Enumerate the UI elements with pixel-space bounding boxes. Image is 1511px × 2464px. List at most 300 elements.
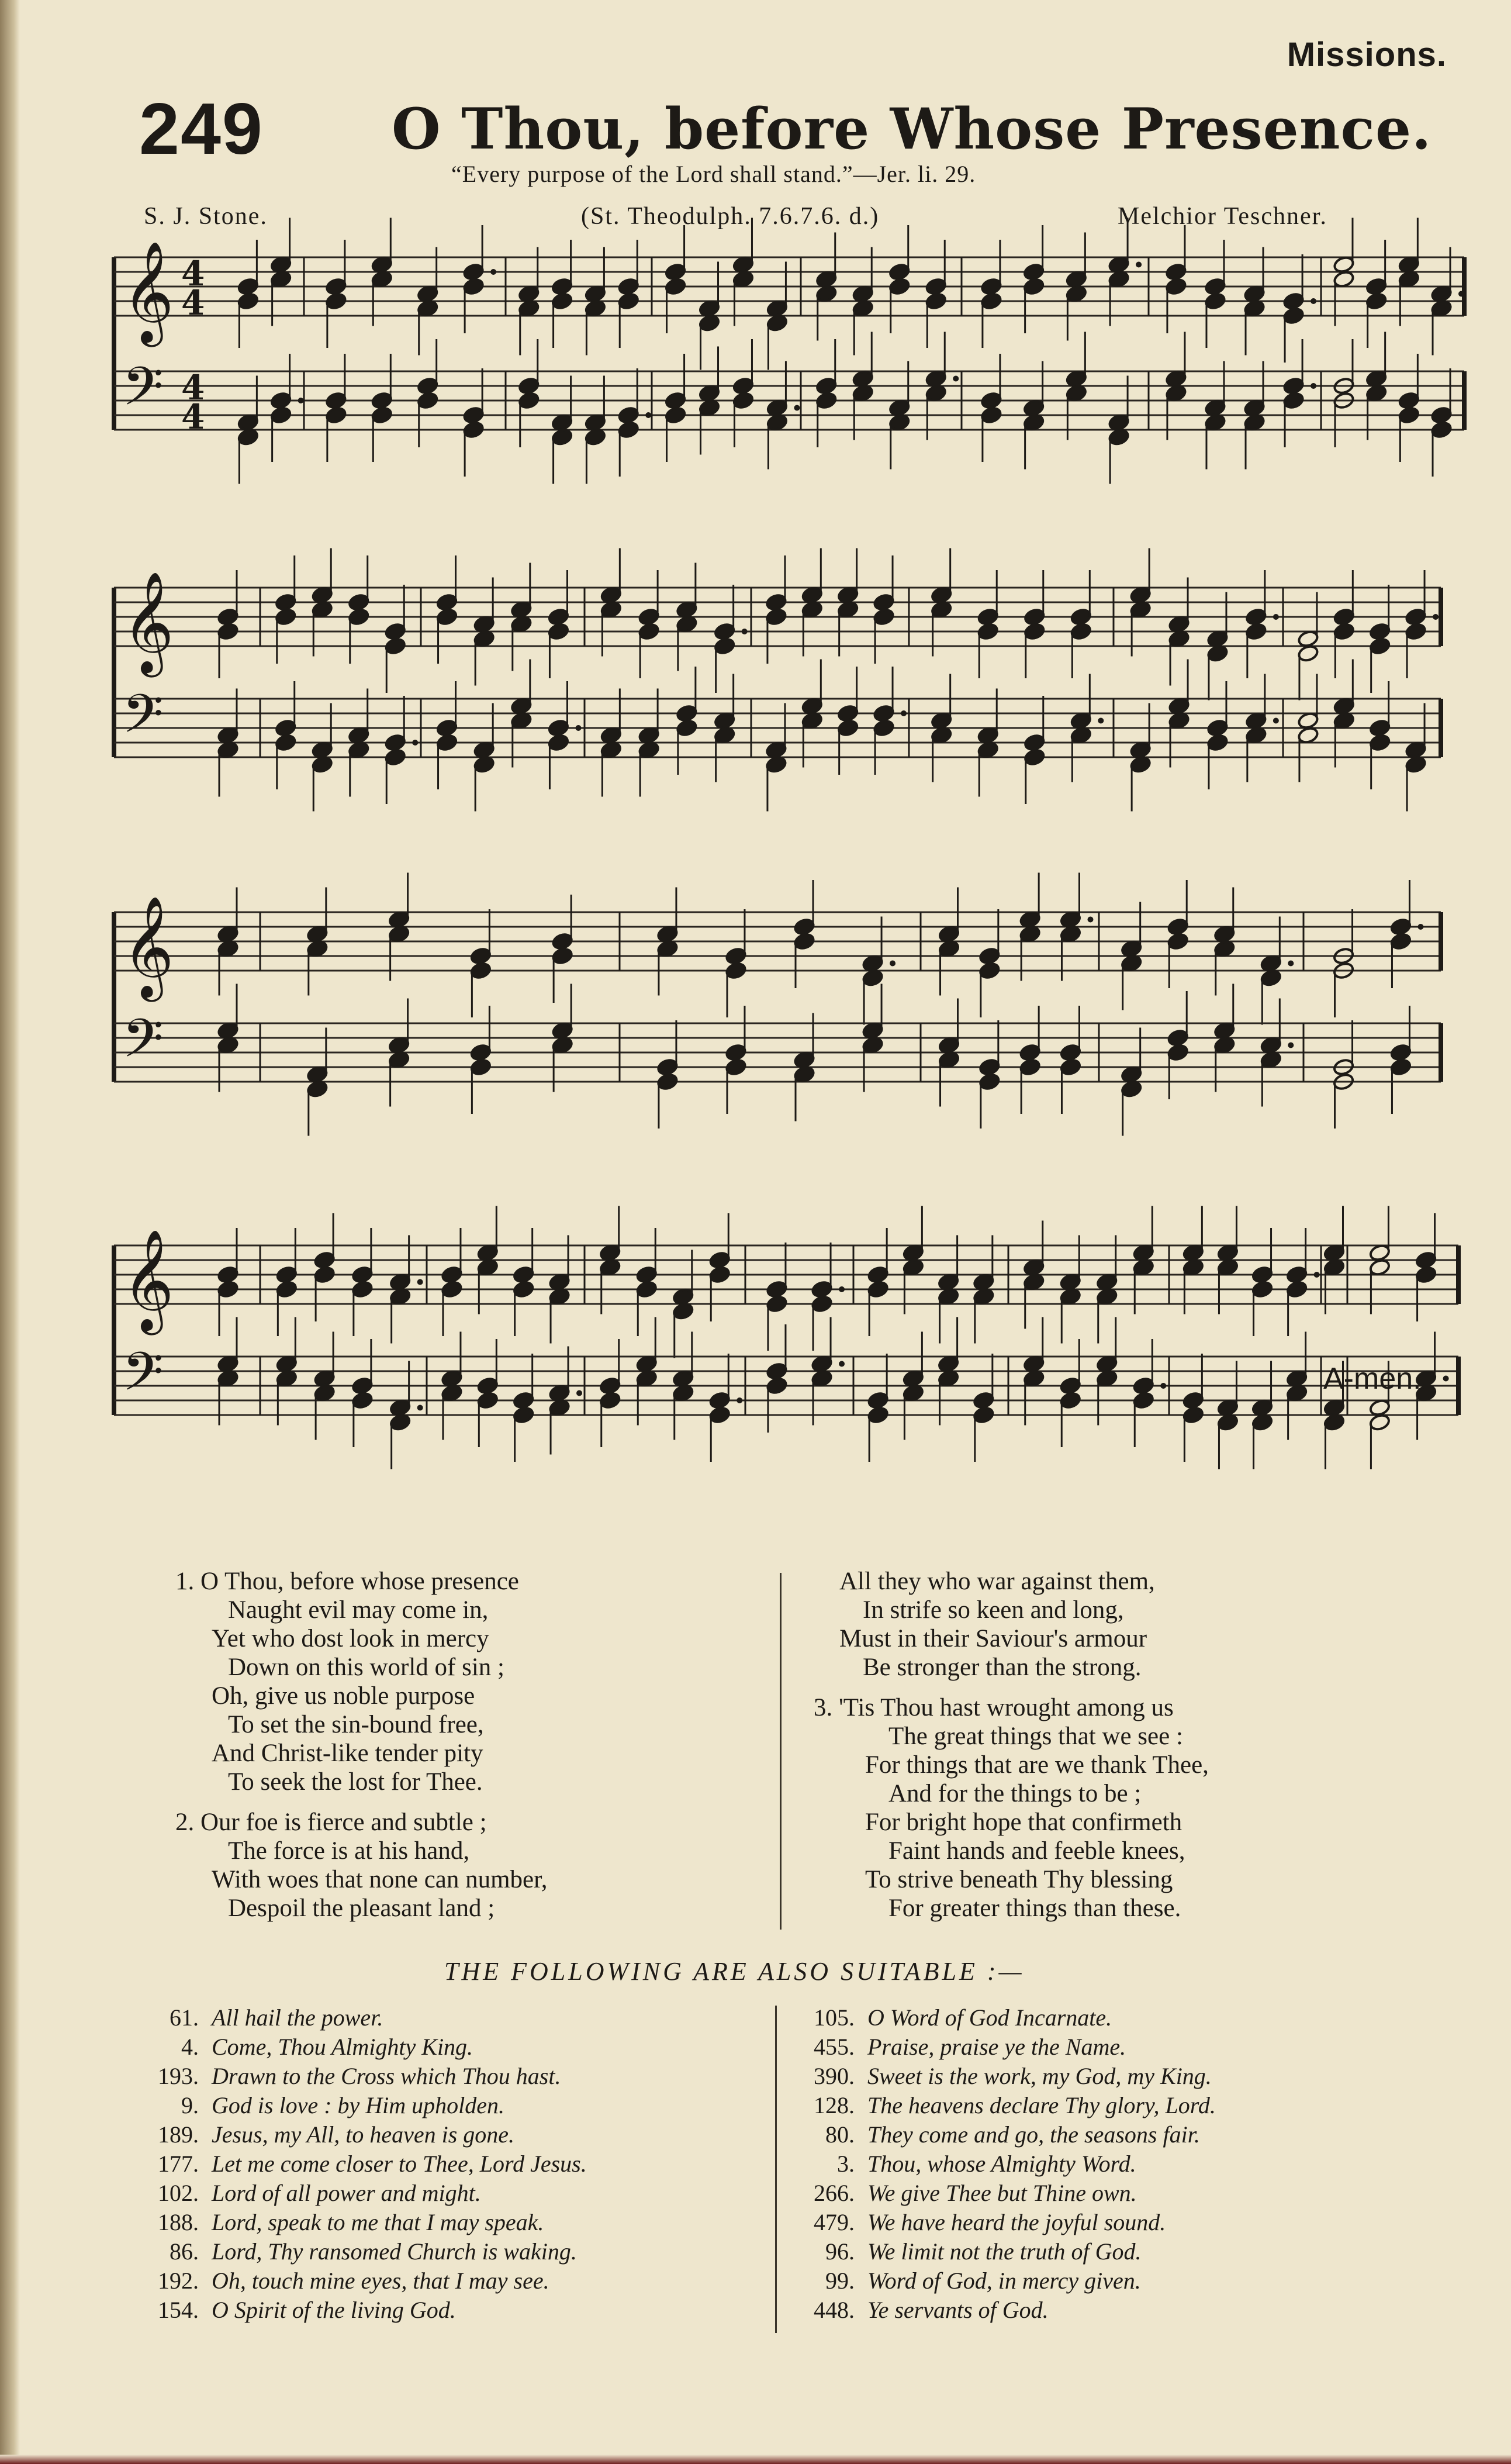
note-head: [217, 1265, 239, 1284]
suitable-hymn-item: [140, 2003, 587, 2032]
verse-line: 1. O Thou, before whose presence: [175, 1568, 519, 1595]
suitable-hymn-title: Praise, praise ye the Name.: [867, 2034, 1126, 2060]
suitable-hymn-item: [796, 2062, 1216, 2091]
suitable-hymn-item: [796, 2091, 1216, 2120]
note-head: [1251, 1280, 1274, 1299]
note-head: [1019, 1058, 1041, 1076]
dot: [490, 269, 496, 275]
note-head: [815, 377, 838, 395]
note-head: [867, 1406, 889, 1424]
note-head: [617, 292, 639, 310]
suitable-list-divider: [775, 2006, 777, 2333]
dot: [1433, 614, 1439, 620]
note-head: [765, 593, 787, 612]
dot: [1098, 718, 1104, 724]
page-bottom-edge: [0, 2455, 1511, 2464]
note-head: [978, 961, 1001, 980]
note-head: [1390, 1058, 1412, 1076]
dot: [576, 1390, 582, 1396]
note-head: [1365, 277, 1388, 296]
suitable-hymn-number: 455.: [814, 2034, 855, 2060]
note-head: [888, 263, 911, 281]
note-head: [1165, 263, 1187, 281]
note-head: [1024, 733, 1046, 752]
suitable-hymn-title: We give Thee but Thine own.: [867, 2180, 1137, 2206]
note-head: [276, 1280, 298, 1299]
note-head: [1415, 1265, 1437, 1284]
note-head: [1167, 1029, 1189, 1047]
note-head: [1282, 306, 1305, 325]
suitable-hymn-number: 193.: [158, 2063, 199, 2089]
dot: [1273, 614, 1279, 620]
note-head: [217, 622, 239, 641]
note-head: [811, 1295, 833, 1313]
note-head: [1286, 1280, 1308, 1299]
suitable-hymn-number: 9.: [181, 2092, 199, 2118]
note-head: [518, 377, 540, 395]
dot: [839, 1286, 845, 1292]
note-head: [766, 1376, 788, 1395]
note-head: [1245, 622, 1267, 641]
note-head: [888, 277, 911, 296]
suitable-hymn-number: 105.: [814, 2004, 855, 2031]
dot: [645, 412, 651, 418]
note-head: [977, 622, 999, 641]
note-head: [477, 1376, 499, 1395]
note-head: [925, 277, 947, 296]
suitable-hymn-item: [796, 2208, 1216, 2237]
note-head: [436, 608, 458, 626]
note-head: [1167, 932, 1189, 951]
note-head: [766, 1295, 788, 1313]
note-head: [635, 1280, 658, 1299]
suitable-hymn-title: Lord of all power and might.: [212, 2180, 481, 2206]
suitable-hymn-number: 3.: [837, 2151, 855, 2177]
note-head: [873, 704, 895, 723]
note-head: [725, 1058, 747, 1076]
note-head: [462, 420, 485, 439]
note-head: [725, 1043, 747, 1062]
note-head: [1206, 733, 1229, 752]
verse-line: In strife so keen and long,: [863, 1596, 1124, 1624]
suitable-hymn-title: They come and go, the seasons fair.: [867, 2121, 1200, 2148]
note-head: [656, 1058, 679, 1076]
verse-line: To seek the lost for Thee.: [228, 1768, 483, 1796]
note-head: [1024, 608, 1046, 626]
dot: [1311, 383, 1316, 389]
note-head: [1167, 1043, 1189, 1062]
dot: [742, 629, 748, 634]
note-head: [973, 1391, 995, 1410]
dot: [737, 1397, 742, 1403]
note-head: [551, 932, 573, 951]
note-head: [470, 1043, 492, 1062]
note-head: [470, 1058, 492, 1076]
note-head: [384, 733, 406, 752]
note-head: [867, 1265, 889, 1284]
note-head: [811, 1280, 833, 1299]
suitable-hymn-title: Word of God, in mercy given.: [867, 2268, 1141, 2294]
note-head: [371, 391, 393, 410]
verse-line: And Christ-like tender pity: [212, 1740, 483, 1767]
note-head: [1070, 622, 1092, 641]
note-head: [732, 391, 755, 410]
suitable-hymn-title: We limit not the truth of God.: [867, 2238, 1142, 2265]
note-head: [1369, 733, 1391, 752]
verses-left-column: [175, 1567, 548, 1923]
note-head: [1333, 622, 1356, 641]
verse-line: 2. Our foe is fierce and subtle ;: [175, 1809, 487, 1836]
note-head: [665, 277, 687, 296]
dot: [575, 725, 581, 731]
note-head: [873, 719, 895, 737]
treble-clef: 𝄞: [122, 571, 174, 673]
note-head: [1415, 1251, 1437, 1269]
note-head: [1023, 263, 1045, 281]
composer-credit: Melchior Teschner.: [1118, 203, 1327, 230]
author-credit: S. J. Stone.: [144, 203, 268, 230]
verse-line: Faint hands and feeble knees,: [888, 1837, 1185, 1865]
note-head: [1070, 608, 1092, 626]
bass-clef: 𝄢: [122, 1007, 164, 1082]
note-head: [548, 719, 570, 737]
note-head: [313, 1265, 336, 1284]
note-head: [313, 1251, 336, 1269]
verse-line: 3. 'Tis Thou hast wrought among us: [814, 1694, 1174, 1721]
note-head: [1245, 608, 1267, 626]
note-head: [873, 608, 895, 626]
verse-line: Naught evil may come in,: [228, 1596, 489, 1624]
note-head: [1182, 1391, 1205, 1410]
dot: [298, 398, 304, 403]
note-head: [1059, 1391, 1081, 1410]
section-label: Missions.: [1287, 36, 1447, 74]
dot: [1160, 1383, 1166, 1389]
suitable-hymn-title: God is love : by Him upholden.: [212, 2092, 505, 2118]
note-head: [217, 608, 239, 626]
note-head: [270, 391, 292, 410]
note-head: [1430, 406, 1453, 425]
note-head: [676, 704, 698, 723]
note-head: [1282, 292, 1305, 310]
dot: [1443, 1376, 1449, 1382]
note-head: [815, 391, 838, 410]
time-signature: 4: [181, 283, 205, 323]
note-head: [766, 1280, 788, 1299]
suitable-hymn-item: [140, 2062, 587, 2091]
dot: [1273, 718, 1279, 724]
hymn-title: O Thou, before Whose Presence.: [392, 96, 1432, 162]
note-head: [348, 593, 370, 612]
note-head: [351, 1280, 374, 1299]
note-head: [441, 1280, 463, 1299]
suitable-hymn-item: [140, 2237, 587, 2266]
note-head: [1060, 1058, 1082, 1076]
suitable-hymn-number: 102.: [158, 2180, 199, 2206]
suitable-hymn-title: O Word of God Incarnate.: [867, 2004, 1112, 2031]
note-head: [371, 406, 393, 425]
note-head: [617, 420, 639, 439]
suitable-hymn-item: [796, 2296, 1216, 2325]
note-head: [1251, 1265, 1274, 1284]
hymn-number: 249: [139, 89, 264, 170]
note-head: [1060, 1043, 1082, 1062]
suitable-hymn-item: [140, 2149, 587, 2179]
note-head: [1333, 608, 1356, 626]
dot: [1417, 924, 1423, 930]
suitable-hymn-number: 266.: [814, 2180, 855, 2206]
note-head: [1182, 1406, 1205, 1424]
note-head: [462, 277, 485, 296]
verse-line: For greater things than these.: [888, 1894, 1181, 1922]
suitable-hymn-title: O Spirit of the living God.: [212, 2297, 456, 2323]
note-head: [237, 277, 260, 296]
note-head: [638, 622, 660, 641]
note-head: [599, 1376, 621, 1395]
note-head: [384, 622, 406, 641]
note-head: [275, 593, 297, 612]
suitable-hymn-number: 154.: [158, 2297, 199, 2323]
suitable-hymn-item: [796, 2149, 1216, 2179]
note-head: [638, 608, 660, 626]
note-head: [714, 622, 736, 641]
note-head: [1024, 748, 1046, 767]
note-head: [1024, 622, 1046, 641]
dot: [417, 1279, 423, 1285]
note-head: [867, 1280, 889, 1299]
verse-line: With woes that none can number,: [212, 1866, 548, 1893]
suitable-hymn-number: 86.: [170, 2238, 199, 2265]
note-head: [217, 1280, 239, 1299]
note-head: [1398, 406, 1420, 425]
suitable-hymn-title: Come, Thou Almighty King.: [212, 2034, 473, 2060]
suitable-hymn-title: Jesus, my All, to heaven is gone.: [212, 2121, 515, 2148]
suitable-hymn-title: All hail the power.: [212, 2004, 383, 2031]
suitable-hymn-item: [796, 2266, 1216, 2296]
note-head: [348, 608, 370, 626]
note-head: [513, 1391, 535, 1410]
verses-right-column: [814, 1567, 1209, 1923]
verse-line: To strive beneath Thy blessing: [865, 1866, 1173, 1893]
note-head: [676, 719, 698, 737]
note-head: [441, 1265, 463, 1284]
note-head: [873, 593, 895, 612]
bass-clef: 𝄢: [122, 356, 164, 430]
suitable-hymn-item: [796, 2003, 1216, 2032]
note-head: [1390, 1043, 1412, 1062]
note-head: [462, 263, 485, 281]
suitable-hymn-number: 390.: [814, 2063, 855, 2089]
dot: [890, 961, 895, 967]
dot: [1311, 298, 1316, 304]
note-head: [765, 608, 787, 626]
suitable-hymn-title: Lord, Thy ransomed Church is waking.: [212, 2238, 577, 2265]
note-head: [1165, 277, 1187, 296]
verse-line: For things that are we thank Thee,: [865, 1751, 1209, 1779]
note-head: [1019, 1043, 1041, 1062]
note-head: [617, 406, 639, 425]
note-head: [436, 593, 458, 612]
note-head: [351, 1391, 374, 1410]
suitable-list-right: [796, 2003, 1216, 2325]
note-head: [635, 1265, 658, 1284]
note-head: [275, 719, 297, 737]
dot: [794, 405, 800, 411]
note-head: [793, 932, 815, 951]
note-head: [1132, 1376, 1154, 1395]
suitable-hymn-title: Ye servants of God.: [867, 2297, 1049, 2323]
note-head: [725, 947, 747, 965]
note-head: [548, 622, 570, 641]
verse-line: Despoil the pleasant land ;: [228, 1894, 495, 1922]
suitable-hymn-title: We have heard the joyful sound.: [867, 2209, 1166, 2235]
note-head: [708, 1406, 731, 1424]
note-head: [1390, 917, 1412, 936]
suitable-hymn-item: [796, 2120, 1216, 2149]
suitable-hymn-number: 479.: [814, 2209, 855, 2235]
note-head: [1206, 719, 1229, 737]
suitable-hymn-item: [140, 2120, 587, 2149]
note-head: [351, 1376, 374, 1395]
note-head: [1369, 637, 1391, 655]
suitable-hymn-number: 96.: [825, 2238, 855, 2265]
time-signature: 4: [181, 397, 205, 437]
verse-line: Must in their Saviour's armour: [839, 1625, 1147, 1652]
note-head: [714, 637, 736, 655]
suitable-hymn-item: [796, 2032, 1216, 2062]
also-suitable-heading: THE FOLLOWING ARE ALSO SUITABLE :—: [444, 1957, 1025, 1986]
note-head: [436, 719, 458, 737]
note-head: [980, 277, 1002, 296]
note-head: [1365, 292, 1388, 310]
note-head: [518, 391, 540, 410]
note-head: [665, 391, 687, 410]
note-head: [978, 947, 1001, 965]
verse-line: Yet who dost look in mercy: [212, 1625, 489, 1652]
note-head: [1059, 1376, 1081, 1395]
suitable-hymn-item: [796, 2179, 1216, 2208]
dot: [953, 376, 959, 382]
note-head: [1286, 1265, 1308, 1284]
verse-column-divider: [780, 1573, 782, 1930]
suitable-hymn-number: 192.: [158, 2268, 199, 2294]
verse-line: The force is at his hand,: [228, 1837, 470, 1865]
note-head: [1369, 622, 1391, 641]
suitable-hymn-number: 188.: [158, 2209, 199, 2235]
note-head: [1398, 391, 1420, 410]
amen-label: A-men.: [1323, 1362, 1422, 1396]
note-head: [351, 1265, 374, 1284]
note-head: [599, 1391, 621, 1410]
note-head: [977, 608, 999, 626]
note-head: [656, 1072, 679, 1091]
note-head: [548, 608, 570, 626]
note-head: [275, 733, 297, 752]
suitable-hymn-title: Thou, whose Almighty Word.: [867, 2151, 1136, 2177]
suitable-hymn-item: [140, 2208, 587, 2237]
bass-clef: 𝄢: [122, 1341, 164, 1416]
time-signature: 4: [181, 254, 205, 294]
note-head: [793, 917, 815, 936]
note-head: [477, 1391, 499, 1410]
verse-line: Be stronger than the strong.: [863, 1654, 1142, 1681]
suitable-hymn-item: [140, 2032, 587, 2062]
note-head: [513, 1280, 535, 1299]
note-head: [973, 1406, 995, 1424]
treble-clef: 𝄞: [122, 896, 174, 998]
dot: [839, 1361, 845, 1367]
note-head: [1167, 917, 1189, 936]
suitable-hymn-number: 61.: [170, 2004, 199, 2031]
verse-line: The great things that we see :: [888, 1723, 1183, 1750]
suitable-hymn-number: 128.: [814, 2092, 855, 2118]
dot: [1458, 291, 1464, 297]
verse-line: And for the things to be ;: [888, 1780, 1142, 1807]
note-head: [725, 961, 747, 980]
suitable-hymn-number: 189.: [158, 2121, 199, 2148]
suitable-hymn-title: Oh, touch mine eyes, that I may see.: [212, 2268, 549, 2294]
note-head: [1282, 391, 1305, 410]
suitable-hymn-title: Lord, speak to me that I may speak.: [212, 2209, 544, 2235]
note-head: [665, 263, 687, 281]
note-head: [470, 947, 492, 965]
note-head: [980, 292, 1002, 310]
note-head: [1390, 932, 1412, 951]
dot: [901, 710, 907, 716]
suitable-hymn-item: [140, 2091, 587, 2120]
note-head: [980, 406, 1002, 425]
note-head: [708, 1391, 731, 1410]
suitable-hymn-item: [140, 2179, 587, 2208]
suitable-hymn-title: Let me come closer to Thee, Lord Jesus.: [212, 2151, 587, 2177]
dot: [1288, 961, 1294, 967]
note-head: [766, 1362, 788, 1381]
note-head: [551, 947, 573, 965]
note-head: [1023, 277, 1045, 296]
note-head: [1204, 277, 1226, 296]
note-head: [436, 733, 458, 752]
note-head: [1369, 719, 1391, 737]
suitable-hymn-title: The heavens declare Thy glory, Lord.: [867, 2092, 1216, 2118]
note-head: [470, 961, 492, 980]
dot: [412, 740, 418, 746]
bass-clef: 𝄢: [122, 683, 164, 758]
note-head: [617, 277, 639, 296]
suitable-hymn-title: Sweet is the work, my God, my King.: [867, 2063, 1212, 2089]
dot: [1136, 262, 1142, 268]
suitable-hymn-item: [796, 2237, 1216, 2266]
treble-clef: 𝄞: [122, 241, 174, 343]
suitable-hymn-title: Drawn to the Cross which Thou hast.: [212, 2063, 561, 2089]
note-head: [837, 704, 859, 723]
suitable-hymn-number: 80.: [825, 2121, 855, 2148]
note-head: [325, 406, 347, 425]
note-head: [980, 391, 1002, 410]
verse-line: Oh, give us noble purpose: [212, 1682, 475, 1710]
suitable-hymn-number: 4.: [181, 2034, 199, 2060]
note-head: [925, 292, 947, 310]
note-head: [325, 391, 347, 410]
note-head: [1405, 622, 1427, 641]
note-head: [867, 1391, 889, 1410]
note-head: [325, 292, 347, 310]
treble-clef: 𝄞: [122, 1229, 174, 1331]
time-signature: 4: [181, 368, 205, 408]
dot: [1087, 917, 1093, 923]
verse-line: To set the sin-bound free,: [228, 1711, 484, 1738]
note-head: [384, 637, 406, 655]
note-head: [708, 1265, 731, 1284]
